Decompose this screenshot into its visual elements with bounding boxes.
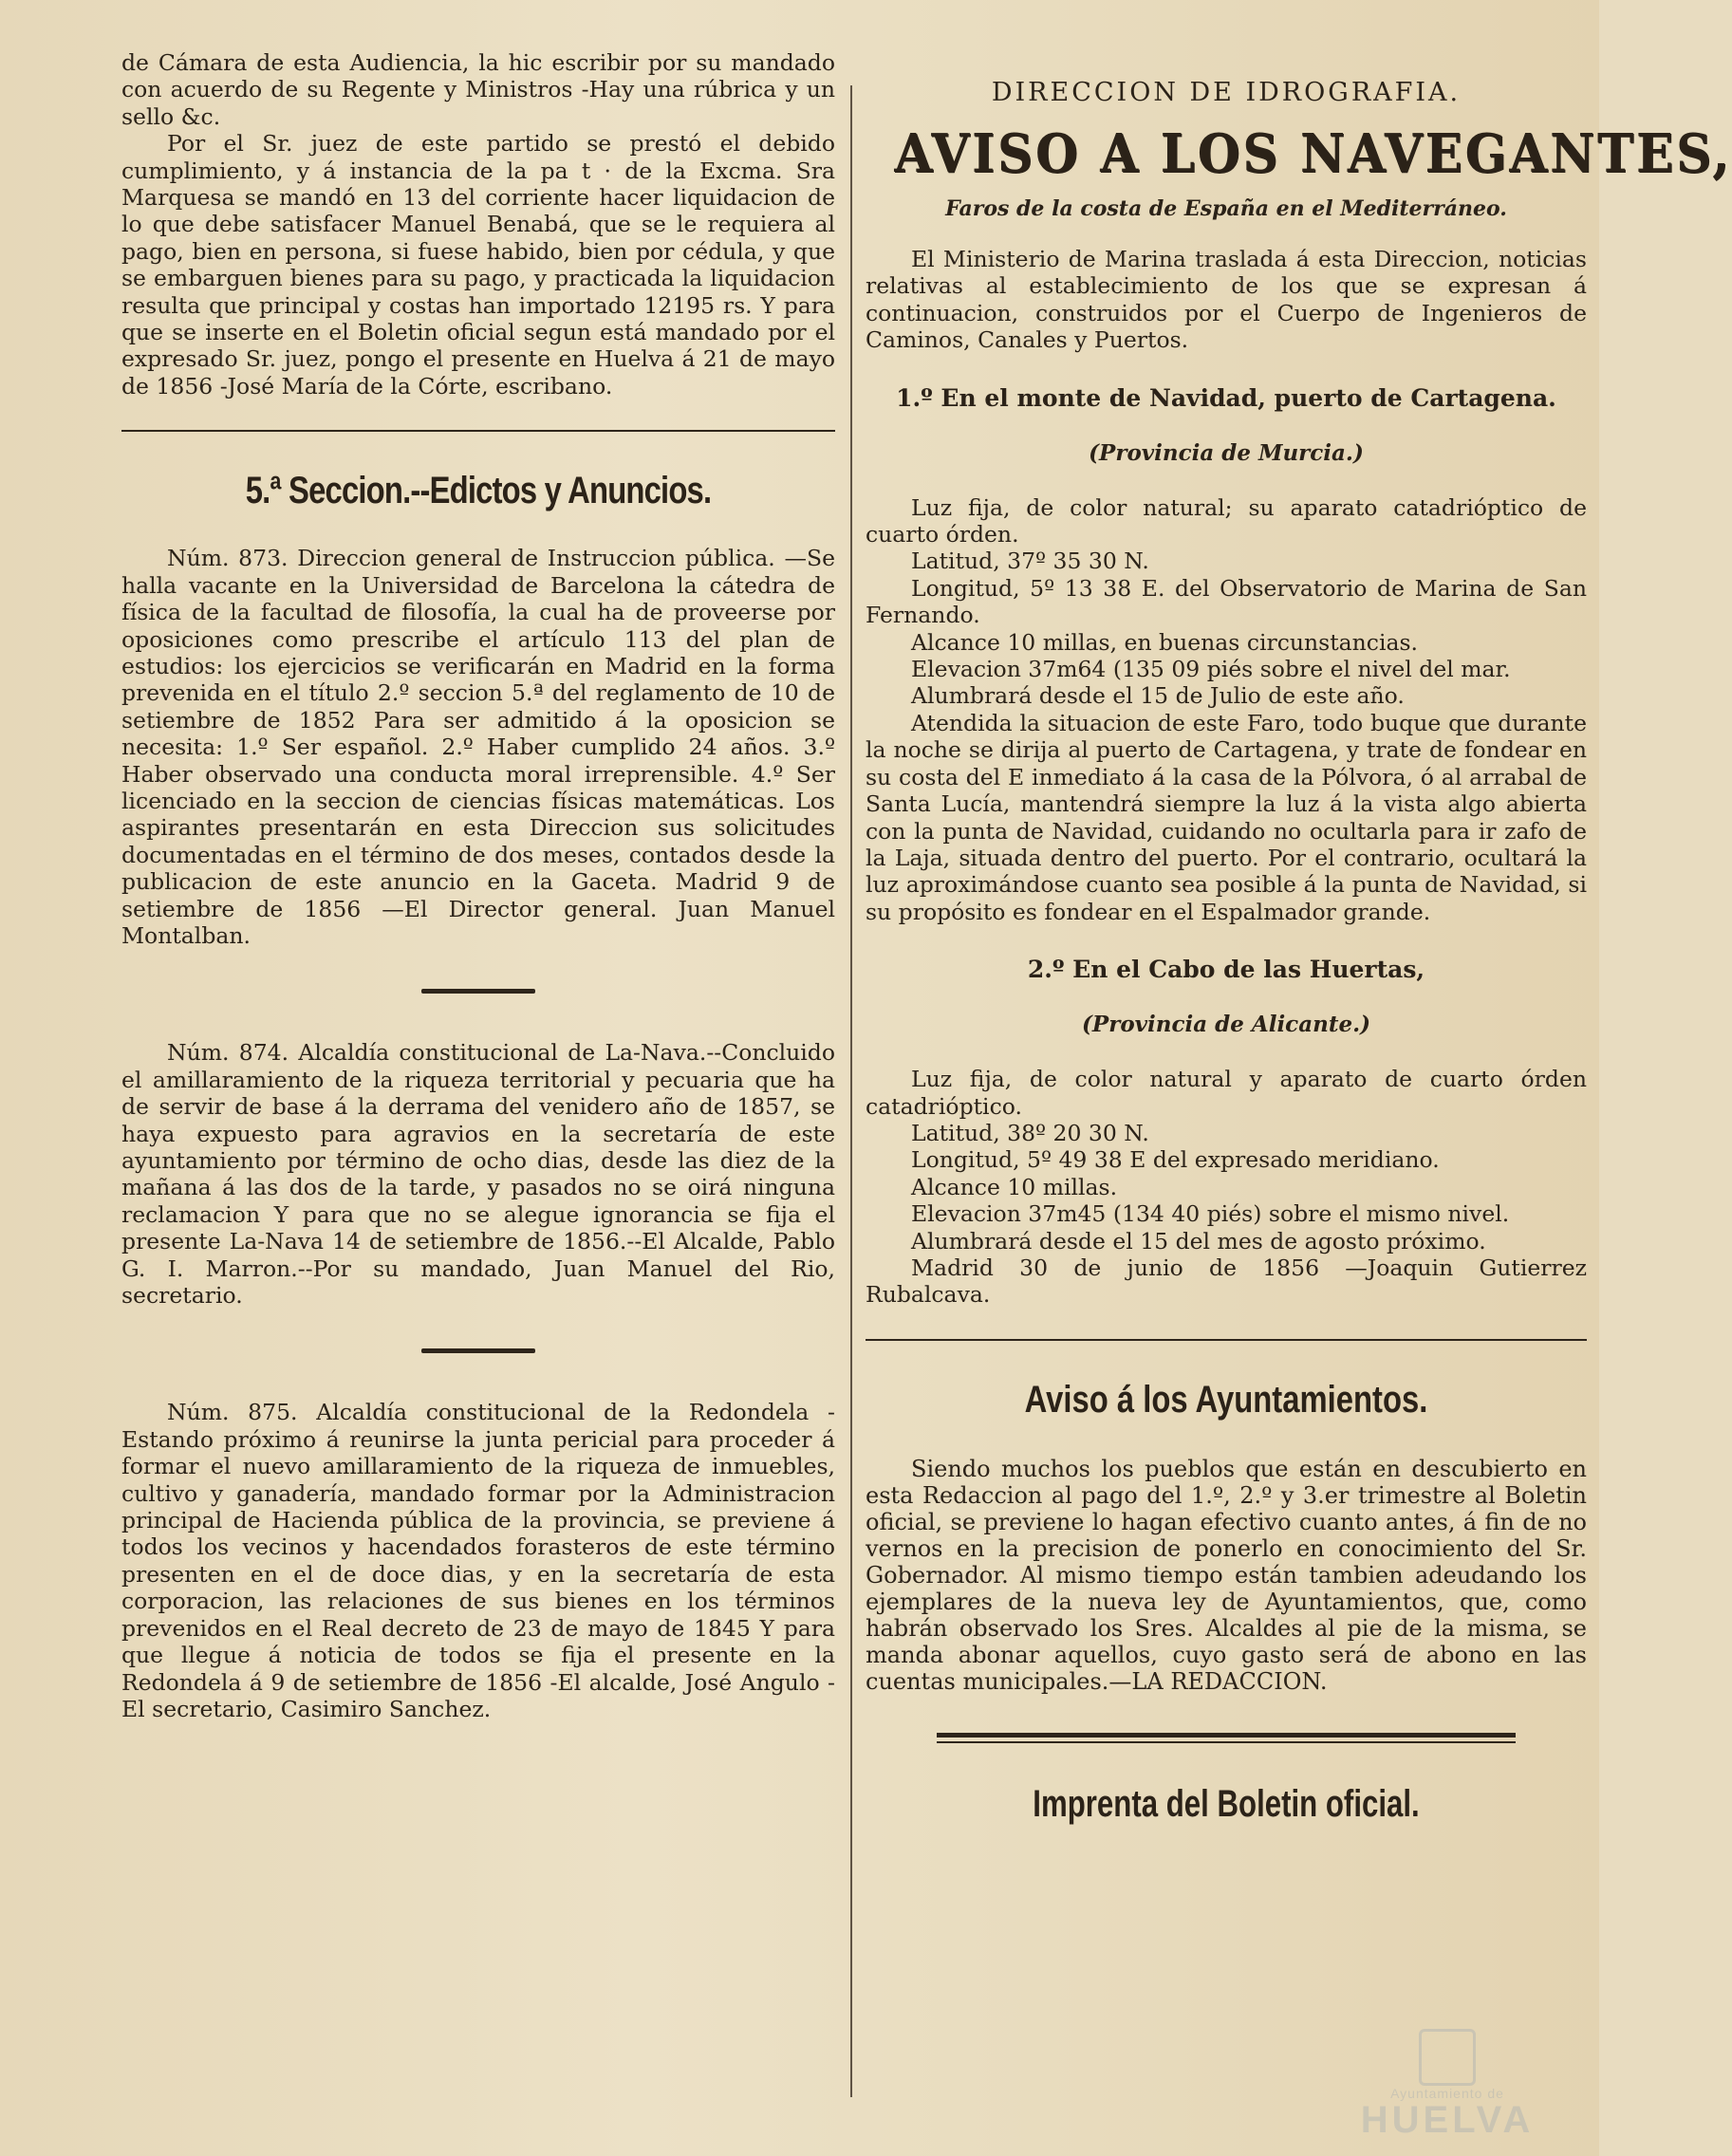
municipalities-notice-title: Aviso á los Ayuntamientos. [1024, 1378, 1428, 1421]
lighthouse-2-title: 2.º En el Cabo de las Huertas, [1027, 956, 1425, 984]
double-rule [937, 1733, 1516, 1743]
lighthouse-subtitle: Faros de la costa de España en el Mediterráneo. [945, 196, 1507, 221]
lighthouse-2-line: Alumbrará desde el 15 del mes de agosto próximo. [911, 1227, 1486, 1255]
right-column [866, 49, 1732, 1826]
section-heading: 5.ª Seccion.--Edictos y Anuncios. [245, 470, 712, 512]
lighthouse-1-line: Luz fija, de color natural; su aparato catadrióptico de cuarto órden. [866, 493, 1587, 548]
municipalities-notice-text: Siendo muchos los pueblos que están en descubierto en esta Redaccion al pago del 1.º, 2.º y 3.er trimestre al Boletin oficial, se previene lo hagan efectivo cuanto antes, á fin de no vernos en la precision de ponerlo en conocimiento del Sr. Gobernador. Al mismo tiempo están tambien adeudando los ejemplares de la nueva ley de Ayuntamientos, que, como habrán observado los Sres. Alcaldes al pie de la misma, se manda abonar aquellos, cuyo gasto será de abono en las cuentas municipales.—LA REDACCION. [866, 1455, 1587, 1695]
lighthouse-1-line: Alcance 10 millas, en buenas circunstancias. [911, 628, 1419, 656]
city-seal-icon [1419, 2029, 1476, 2086]
department-title: DIRECCION DE IDROGRAFIA. [991, 78, 1462, 107]
printer-imprint: Imprenta del Boletin oficial. [1033, 1782, 1420, 1825]
lighthouse-1-line: Elevacion 37m64 (135 09 piés sobre el nivel del mar. [911, 656, 1511, 683]
continued-paragraph-1: de Cámara de esta Audiencia, la hic escribir por su mandado con acuerdo de su Regente y Ministros -Hay una rúbrica y un sello &c. [121, 49, 835, 130]
archive-watermark [1352, 2029, 1542, 2141]
lighthouse-2-line: Elevacion 37m45 (134 40 piés) sobre el mismo nivel. [911, 1200, 1510, 1228]
notice-874: Núm. 874. Alcaldía constitucional de La-Nava.--Concluido el amillaramiento de la riqueza territorial y pecuaria que ha de servir de base á la derrama del venidero año de 1857, se haya expuesto para agravios en la secretaría de este ayuntamiento por término de ocho dias, desde las diez de la mañana á las dos de la tarde, y pasados no se oirá ninguna reclamacion Y para que no se alegue ignorancia se fija el presente La-Nava 14 de setiembre de 1856.--El Alcalde, Pablo G. I. Marron.--Por su mandado, Juan Manuel del Rio, secretario. [121, 1039, 835, 1310]
notice-divider [421, 1348, 535, 1353]
lighthouse-2-province: (Provincia de Alicante.) [1082, 1012, 1370, 1038]
notice-875: Núm. 875. Alcaldía constitucional de la Redondela -Estando próximo á reunirse la junta pericial para proceder á formar el nuevo amillaramiento de la riqueza de inmuebles, cultivo y ganadería, mandado formar por la Administracion principal de Hacienda pública de la provincia, se previene á todos los vecinos y hacendados forasteros de este término presenten en el de doce dias, y en la secretaría de esta corporacion, las relaciones de sus bienes en los términos prevenidos en el Real decreto de 23 de mayo de 1845 Y para que llegue á noticia de todos se fija el presente en la Redondela á 9 de setiembre de 1856 -El alcalde, José Angulo -El secretario, Casimiro Sanchez. [121, 1399, 835, 1722]
lighthouse-1-line: Longitud, 5º 13 38 E. del Observatorio de Marina de San Fernando. [866, 574, 1587, 629]
lighthouse-1-province: (Provincia de Murcia.) [1089, 439, 1364, 466]
lighthouse-1-line: Atendida la situacion de este Faro, todo buque que durante la noche se dirija al puerto de Cartagena, y trate de fondear en su costa del E inmediato á la casa de la Pólvora, ó al arrabal de Santa Lucía, mantendrá siempre la luz á la vista algo abierta con la punta de Navidad, cuidando no ocultarla para ir zafo de la Laja, situada dentro del puerto. Por el contrario, ocultará la luz aproximándose cuanto sea posible á la punta de Navidad, si su propósito es fondear en el Espalmador grande. [866, 709, 1587, 925]
notice-to-mariners-title: AVISO A LOS NAVEGANTES, [894, 122, 1732, 185]
watermark-line-2: HUELVA [1360, 2099, 1535, 2141]
lighthouse-2-line: Latitud, 38º 20 30 N. [911, 1119, 1149, 1146]
watermark-line-1: Ayuntamiento de [1390, 2086, 1504, 2101]
lighthouse-1-title: 1.º En el monte de Navidad, puerto de Cartagena. [896, 383, 1556, 412]
continued-paragraph-2: Por el Sr. juez de este partido se prestó el debido cumplimiento, y á instancia de la pa t · de la Excma. Sra Marquesa se mandó en 13 del corriente hacer liquidacion de lo que debe satisfacer Manuel Benabá, que se le requiera al pago, bien en persona, si fuese habido, bien por cédula, y que se embarguen bienes para su pago, y practicada la liquidacion resulta que principal y costas han importado 12195 rs. Y para que se inserte en el Boletin oficial segun está mandado por el expresado Sr. juez, pongo el presente en Huelva á 21 de mayo de 1856 -José María de la Córte, escribano. [121, 130, 835, 400]
lighthouse-2-line: Luz fija, de color natural y aparato de cuarto órden catadrióptico. [866, 1066, 1587, 1120]
mariners-intro: El Ministerio de Marina traslada á esta Direccion, noticias relativas al establecimiento de los que se expresan á continuacion, construidos por el Cuerpo de Ingenieros de Caminos, Canales y Puertos. [866, 246, 1587, 354]
left-column [121, 49, 835, 1722]
section-divider [866, 1339, 1587, 1341]
lighthouse-2-line: Madrid 30 de junio de 1856 —Joaquin Gutierrez Rubalcava. [866, 1254, 1587, 1309]
lighthouse-2-line: Alcance 10 millas. [911, 1173, 1118, 1200]
column-divider [850, 85, 852, 2097]
lighthouse-1-line: Alumbrará desde el 15 de Julio de este año. [911, 682, 1405, 710]
notice-divider [421, 989, 535, 994]
lighthouse-2-line: Longitud, 5º 49 38 E del expresado meridiano. [911, 1146, 1440, 1174]
section-divider [121, 430, 835, 432]
lighthouse-1-line: Latitud, 37º 35 30 N. [911, 548, 1149, 575]
notice-873: Núm. 873. Direccion general de Instruccion pública. —Se halla vacante en la Universidad de Barcelona la cátedra de física de la facultad de filosofía, la cual ha de proveerse por oposiciones como prescribe el artículo 113 del plan de estudios: los ejercicios se verificarán en Madrid en la forma prevenida en el título 2.º seccion 5.ª del reglamento de 10 de setiembre de 1852 Para ser admitido á la oposicion se necesita: 1.º Ser español. 2.º Haber cumplido 24 años. 3.º Haber observado una conducta moral irreprensible. 4.º Ser licenciado en la seccion de ciencias físicas matemáticas. Los aspirantes presentarán en esta Direccion sus solicitudes documentadas en el término de dos meses, contados desde la publicacion de este anuncio en la Gaceta. Madrid 9 de setiembre de 1856 —El Director general. Juan Manuel Montalban. [121, 545, 835, 949]
